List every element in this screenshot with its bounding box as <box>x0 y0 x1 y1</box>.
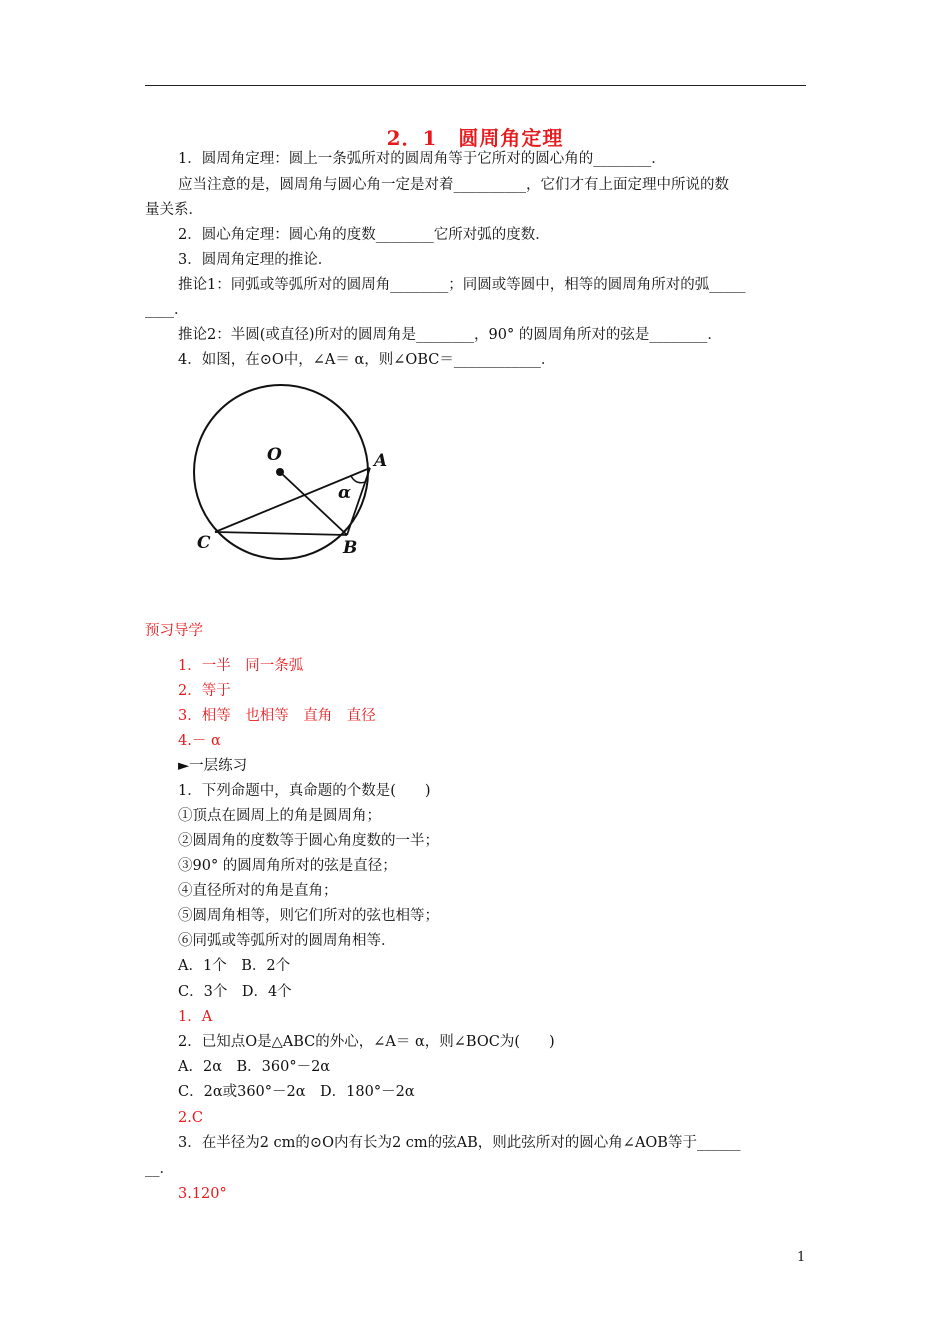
answer-line: 2．等于 <box>178 683 231 699</box>
text-line: 4．如图，在⊙O中，∠A＝ α，则∠OBC＝____________． <box>178 352 556 368</box>
text-line: 推论1：同弧或等弧所对的圆周角________；同圆或等圆中，相等的圆周角所对的弧_____ <box>178 277 746 293</box>
header-rule <box>145 85 806 86</box>
answer-line: 4.－ α <box>178 733 221 749</box>
angle-arc <box>351 476 365 483</box>
text-line: ____． <box>145 302 189 318</box>
circle-figure <box>185 380 395 565</box>
text-line: 量关系． <box>145 202 203 218</box>
label-alpha: α <box>338 483 352 503</box>
page-title: 2．1 圆周角定理 <box>386 126 564 150</box>
text-line: 3．圆周角定理的推论． <box>178 252 333 268</box>
option-line: ④直径所对的角是直角； <box>178 883 338 899</box>
label-a: A <box>374 451 388 471</box>
option-line: ②圆周角的度数等于圆心角度数的一半； <box>178 833 439 849</box>
option-line: ①顶点在圆周上的角是圆周角； <box>178 808 381 824</box>
question-line: 2．已知点O是△ABC的外心，∠A＝ α，则∠BOC为( ) <box>178 1034 555 1050</box>
answer-line: 3．相等 也相等 直角 直径 <box>178 708 376 724</box>
label-b: B <box>343 538 358 558</box>
answer-line: 1．A <box>178 1009 213 1025</box>
label-o: O <box>267 445 282 465</box>
text-line: 2．圆心角定理：圆心角的度数________它所对弧的度数． <box>178 227 550 243</box>
option-line: ③90° 的圆周角所对的弦是直径； <box>178 858 397 874</box>
text-line: 推论2：半圆(或直径)所对的圆周角是________，90° 的圆周角所对的弦是________． <box>178 327 722 343</box>
choice-line: C．3个 D．4个 <box>178 984 292 1000</box>
choice-line: C．2α或360°－2α D．180°－2α <box>178 1084 415 1100</box>
option-line: ⑥同弧或等弧所对的圆周角相等． <box>178 933 396 949</box>
answer-line: 2.C <box>178 1110 203 1126</box>
text-line: 应当注意的是，圆周角与圆心角一定是对着__________，它们才有上面定理中所说的数 <box>178 177 729 193</box>
question-line: 1．下列命题中，真命题的个数是( ) <box>178 783 431 799</box>
label-c: C <box>197 533 211 553</box>
answer-line: 3.120° <box>178 1186 227 1202</box>
page-number: 1 <box>797 1250 806 1265</box>
choice-line: A．2α B．360°－2α <box>178 1059 331 1075</box>
text-line: __． <box>145 1161 174 1177</box>
section-heading: ►一层练习 <box>178 758 248 774</box>
choice-line: A．1个 B．2个 <box>178 958 291 974</box>
question-line: 3．在半径为2 cm的⊙O内有长为2 cm的弦AB，则此弦所对的圆心角∠AOB等于______ <box>178 1135 741 1151</box>
section-heading: 预习导学 <box>145 623 203 639</box>
text-line: 1．圆周角定理：圆上一条弧所对的圆周角等于它所对的圆心角的________． <box>178 151 666 167</box>
option-line: ⑤圆周角相等，则它们所对的弦也相等； <box>178 908 439 924</box>
answer-line: 1．一半 同一条弧 <box>178 658 304 674</box>
segment-cb <box>215 532 347 535</box>
center-point <box>276 468 284 476</box>
